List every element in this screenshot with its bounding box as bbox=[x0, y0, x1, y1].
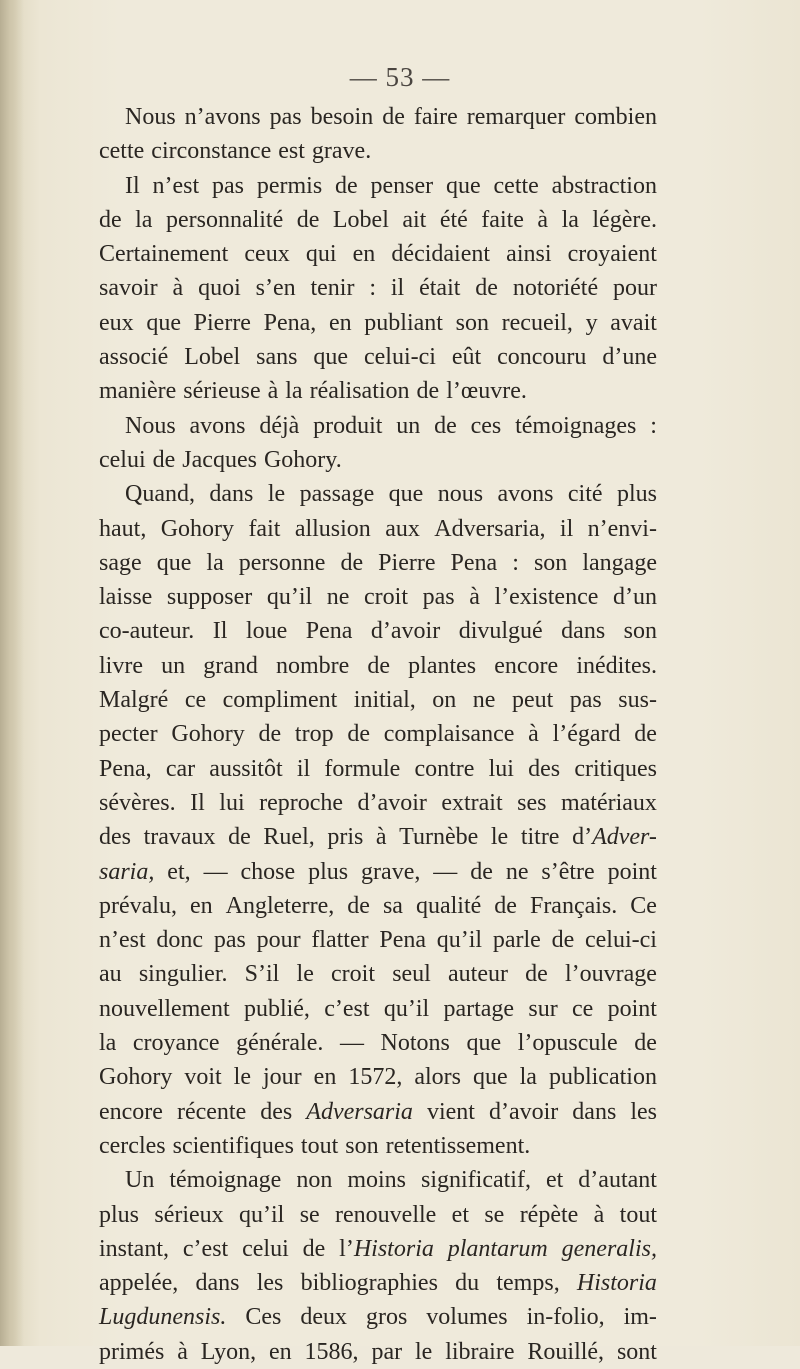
text-line: au singulier. S’il le croit seul auteur de l’ouvrage bbox=[99, 961, 657, 988]
text-line: sévères. Il lui reproche d’avoir extrait ses matériaux bbox=[99, 789, 657, 816]
text-line: Pena, car aussitôt il formule contre lui des critiques bbox=[99, 755, 657, 782]
text-line: celui de Jacques Gohory. bbox=[99, 446, 342, 473]
text-line: Nous n’avons pas besoin de faire remarquer combien bbox=[125, 104, 657, 130]
text-line: primés à Lyon, en 1586, par le libraire Rouillé, sont bbox=[99, 1338, 657, 1365]
text-line: cette circonstance est grave. bbox=[99, 138, 372, 165]
text-line: Malgré ce compliment initial, on ne peut pas sus- bbox=[99, 687, 657, 714]
page-number: — 53 — bbox=[349, 62, 451, 92]
text-line: livre un grand nombre de plantes encore inédites. bbox=[99, 652, 657, 679]
text-line: associé Lobel sans que celui-ci eût concouru d’une bbox=[99, 344, 657, 371]
text-line: Il n’est pas permis de penser que cette abstraction bbox=[125, 172, 657, 199]
text-line: pecter Gohory de trop de complaisance à l’égard de bbox=[99, 721, 657, 748]
text-line: Lugdunensis. Ces deux gros volumes in-folio, im- bbox=[99, 1304, 657, 1331]
text-line: la croyance générale. — Notons que l’opuscule de bbox=[99, 1030, 657, 1057]
text-line: Gohory voit le jour en 1572, alors que la publication bbox=[99, 1064, 657, 1091]
text-line: savoir à quoi s’en tenir : il était de notoriété pour bbox=[99, 275, 657, 302]
text-line: appelée, dans les bibliographies du temps, Historia bbox=[99, 1270, 657, 1297]
body-text bbox=[99, 100, 657, 1369]
text-line: eux que Pierre Pena, en publiant son recueil, y avait bbox=[99, 309, 657, 336]
text-line: des travaux de Ruel, pris à Turnèbe le titre d’Adver- bbox=[99, 824, 657, 851]
text-line: sage que la personne de Pierre Pena : son langage bbox=[99, 549, 657, 576]
text-line: manière sérieuse à la réalisation de l’œuvre. bbox=[99, 378, 527, 405]
text-line: laisse supposer qu’il ne croit pas à l’existence d’un bbox=[99, 584, 657, 611]
text-line: saria, et, — chose plus grave, — de ne s’être point bbox=[99, 858, 657, 885]
text-line: cercles scientifiques tout son retentissement. bbox=[99, 1132, 531, 1159]
text-line: instant, c’est celui de l’Historia plantarum generalis, bbox=[99, 1235, 657, 1262]
text-line: co-auteur. Il loue Pena d’avoir divulgué dans son bbox=[99, 618, 657, 645]
text-line: nouvellement publié, c’est qu’il partage sur ce point bbox=[99, 995, 657, 1022]
text-line: n’est donc pas pour flatter Pena qu’il parle de celui-ci bbox=[99, 927, 657, 954]
page-binding-shadow bbox=[0, 0, 24, 1346]
text-line: encore récente des Adversaria vient d’avoir dans les bbox=[99, 1098, 657, 1125]
text-line: Un témoignage non moins significatif, et d’autant bbox=[125, 1167, 657, 1194]
text-line: Quand, dans le passage que nous avons cité plus bbox=[125, 481, 657, 508]
text-line: haut, Gohory fait allusion aux Adversaria, il n’envi- bbox=[99, 515, 657, 542]
text-line: Certainement ceux qui en décidaient ainsi croyaient bbox=[99, 241, 657, 268]
text-line: plus sérieux qu’il se renouvelle et se répète à tout bbox=[99, 1201, 657, 1228]
text-line: de la personnalité de Lobel ait été faite à la légère. bbox=[99, 206, 657, 233]
text-line: prévalu, en Angleterre, de sa qualité de Français. Ce bbox=[99, 892, 657, 919]
text-line: Nous avons déjà produit un de ces témoignages : bbox=[125, 412, 657, 439]
